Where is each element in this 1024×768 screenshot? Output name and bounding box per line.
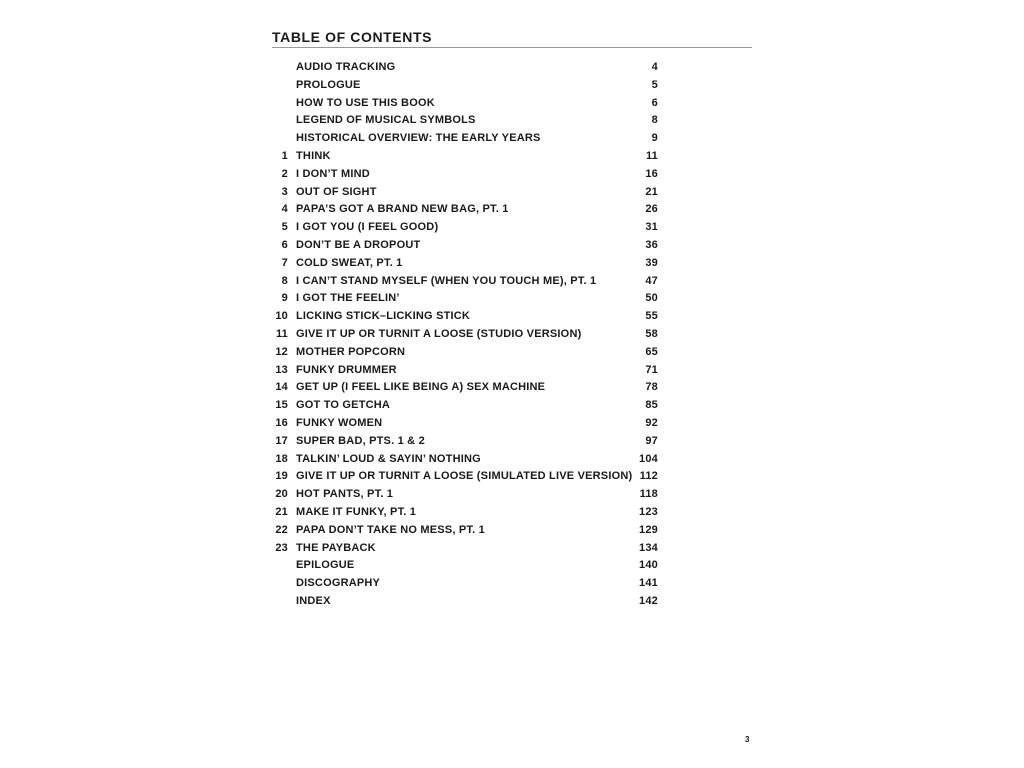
toc-entry xyxy=(264,184,664,202)
entry-title: MOTHER POPCORN xyxy=(296,345,406,358)
page-number: 3 xyxy=(745,735,750,744)
entry-title: GIVE IT UP OR TURNIT A LOOSE (SIMULATED LIVE VERSION) xyxy=(296,470,633,483)
toc-entry xyxy=(264,273,664,291)
toc-entry xyxy=(264,362,664,380)
entry-page-number: 55 xyxy=(645,310,658,323)
entry-title: HOW TO USE THIS BOOK xyxy=(296,96,435,109)
entry-page-number: 134 xyxy=(639,541,658,554)
chapter-number: 7 xyxy=(281,256,288,269)
entry-page-number: 92 xyxy=(645,416,658,429)
toc-entry xyxy=(264,326,664,344)
toc-entry xyxy=(264,557,664,575)
toc-entry xyxy=(264,112,664,130)
chapter-number: 3 xyxy=(281,185,288,198)
chapter-number: 4 xyxy=(281,203,288,216)
entry-title: DON’T BE A DROPOUT xyxy=(296,238,421,251)
chapter-number: 20 xyxy=(275,488,288,501)
entry-title: I DON’T MIND xyxy=(296,167,370,180)
chapter-number: 15 xyxy=(275,399,288,412)
entry-title: PAPA DON’T TAKE NO MESS, PT. 1 xyxy=(296,523,485,536)
entry-title: GOT TO GETCHA xyxy=(296,399,391,412)
entry-page-number: 65 xyxy=(645,345,658,358)
entry-page-number: 26 xyxy=(645,203,658,216)
chapter-number: 18 xyxy=(275,452,288,465)
entry-page-number: 50 xyxy=(645,292,658,305)
chapter-number: 1 xyxy=(281,149,288,162)
toc-entry xyxy=(264,77,664,95)
toc-entry xyxy=(264,130,664,148)
toc-entry xyxy=(264,59,664,77)
toc-entry xyxy=(264,219,664,237)
entry-title: HISTORICAL OVERVIEW: THE EARLY YEARS xyxy=(296,132,541,145)
entry-title: FUNKY WOMEN xyxy=(296,416,383,429)
toc-list xyxy=(264,59,664,611)
entry-page-number: 5 xyxy=(651,78,658,91)
toc-entry xyxy=(264,95,664,113)
entry-title: GET UP (I FEEL LIKE BEING A) SEX MACHINE xyxy=(296,381,546,394)
entry-page-number: 31 xyxy=(645,221,658,234)
toc-entry xyxy=(264,593,664,611)
toc-entry xyxy=(264,504,664,522)
toc-entry xyxy=(264,308,664,326)
entry-page-number: 47 xyxy=(645,274,658,287)
entry-page-number: 71 xyxy=(645,363,658,376)
entry-title: HOT PANTS, PT. 1 xyxy=(296,488,394,501)
toc-entry xyxy=(264,201,664,219)
chapter-number: 2 xyxy=(281,167,288,180)
entry-page-number: 104 xyxy=(639,452,658,465)
page-title: TABLE OF CONTENTS xyxy=(272,29,433,45)
toc-entry xyxy=(264,397,664,415)
toc-entry xyxy=(264,237,664,255)
entry-page-number: 4 xyxy=(651,61,658,73)
chapter-number: 12 xyxy=(275,345,288,358)
toc-entry xyxy=(264,522,664,540)
chapter-number: 14 xyxy=(275,381,288,394)
entry-page-number: 39 xyxy=(645,256,658,269)
chapter-number: 22 xyxy=(275,523,288,536)
entry-page-number: 112 xyxy=(639,470,658,483)
toc-entry xyxy=(264,486,664,504)
entry-title: EPILOGUE xyxy=(296,559,355,572)
entry-page-number: 118 xyxy=(639,488,658,501)
toc-entry xyxy=(264,433,664,451)
toc-entry xyxy=(264,575,664,593)
entry-title: INDEX xyxy=(296,594,331,607)
chapter-number: 8 xyxy=(281,274,288,287)
entry-page-number: 123 xyxy=(639,505,658,518)
entry-page-number: 11 xyxy=(645,149,658,162)
chapter-number: 9 xyxy=(281,292,288,305)
entry-title: PAPA’S GOT A BRAND NEW BAG, PT. 1 xyxy=(296,203,509,216)
entry-title: COLD SWEAT, PT. 1 xyxy=(296,256,403,269)
toc-entry xyxy=(264,415,664,433)
toc-entry xyxy=(264,148,664,166)
entry-title: DISCOGRAPHY xyxy=(296,577,381,590)
chapter-number: 16 xyxy=(275,416,288,429)
entry-page-number: 21 xyxy=(645,185,658,198)
entry-title: AUDIO TRACKING xyxy=(296,61,396,73)
entry-page-number: 97 xyxy=(645,434,658,447)
chapter-number: 19 xyxy=(275,470,288,483)
entry-title: FUNKY DRUMMER xyxy=(296,363,397,376)
toc-entry xyxy=(264,379,664,397)
entry-title: LEGEND OF MUSICAL SYMBOLS xyxy=(296,114,476,127)
entry-page-number: 78 xyxy=(645,381,658,394)
entry-title: I GOT THE FEELIN’ xyxy=(296,292,400,305)
entry-page-number: 141 xyxy=(639,577,658,590)
entry-page-number: 85 xyxy=(645,399,658,412)
entry-title: I CAN’T STAND MYSELF (WHEN YOU TOUCH ME), PT. 1 xyxy=(296,274,597,287)
chapter-number: 5 xyxy=(281,221,288,234)
entry-page-number: 8 xyxy=(651,114,658,127)
entry-title: I GOT YOU (I FEEL GOOD) xyxy=(296,221,439,234)
entry-title: PROLOGUE xyxy=(296,78,361,91)
entry-title: GIVE IT UP OR TURNIT A LOOSE (STUDIO VERSION) xyxy=(296,327,582,340)
entry-title: THINK xyxy=(296,149,331,162)
entry-page-number: 36 xyxy=(645,238,658,251)
entry-title: SUPER BAD, PTS. 1 & 2 xyxy=(296,434,425,447)
chapter-number: 10 xyxy=(275,310,288,323)
toc-entry xyxy=(264,451,664,469)
chapter-number: 17 xyxy=(275,434,288,447)
entry-page-number: 16 xyxy=(645,167,658,180)
entry-title: TALKIN’ LOUD & SAYIN’ NOTHING xyxy=(296,452,481,465)
chapter-number: 6 xyxy=(281,238,288,251)
entry-title: OUT OF SIGHT xyxy=(296,185,377,198)
entry-title: MAKE IT FUNKY, PT. 1 xyxy=(296,505,417,518)
toc-entry xyxy=(264,290,664,308)
title-divider xyxy=(272,47,752,48)
entry-title: THE PAYBACK xyxy=(296,541,376,554)
chapter-number: 13 xyxy=(275,363,288,376)
entry-page-number: 142 xyxy=(639,594,658,607)
toc-entry xyxy=(264,344,664,362)
entry-page-number: 6 xyxy=(651,96,658,109)
toc-entry xyxy=(264,166,664,184)
toc-entry xyxy=(264,468,664,486)
entry-title: LICKING STICK–LICKING STICK xyxy=(296,310,471,323)
entry-page-number: 9 xyxy=(651,132,658,145)
toc-entry xyxy=(264,255,664,273)
chapter-number: 11 xyxy=(275,327,288,340)
entry-page-number: 129 xyxy=(639,523,658,536)
toc-entry xyxy=(264,540,664,558)
entry-page-number: 140 xyxy=(639,559,658,572)
chapter-number: 23 xyxy=(275,541,288,554)
entry-page-number: 58 xyxy=(645,327,658,340)
chapter-number: 21 xyxy=(275,505,288,518)
